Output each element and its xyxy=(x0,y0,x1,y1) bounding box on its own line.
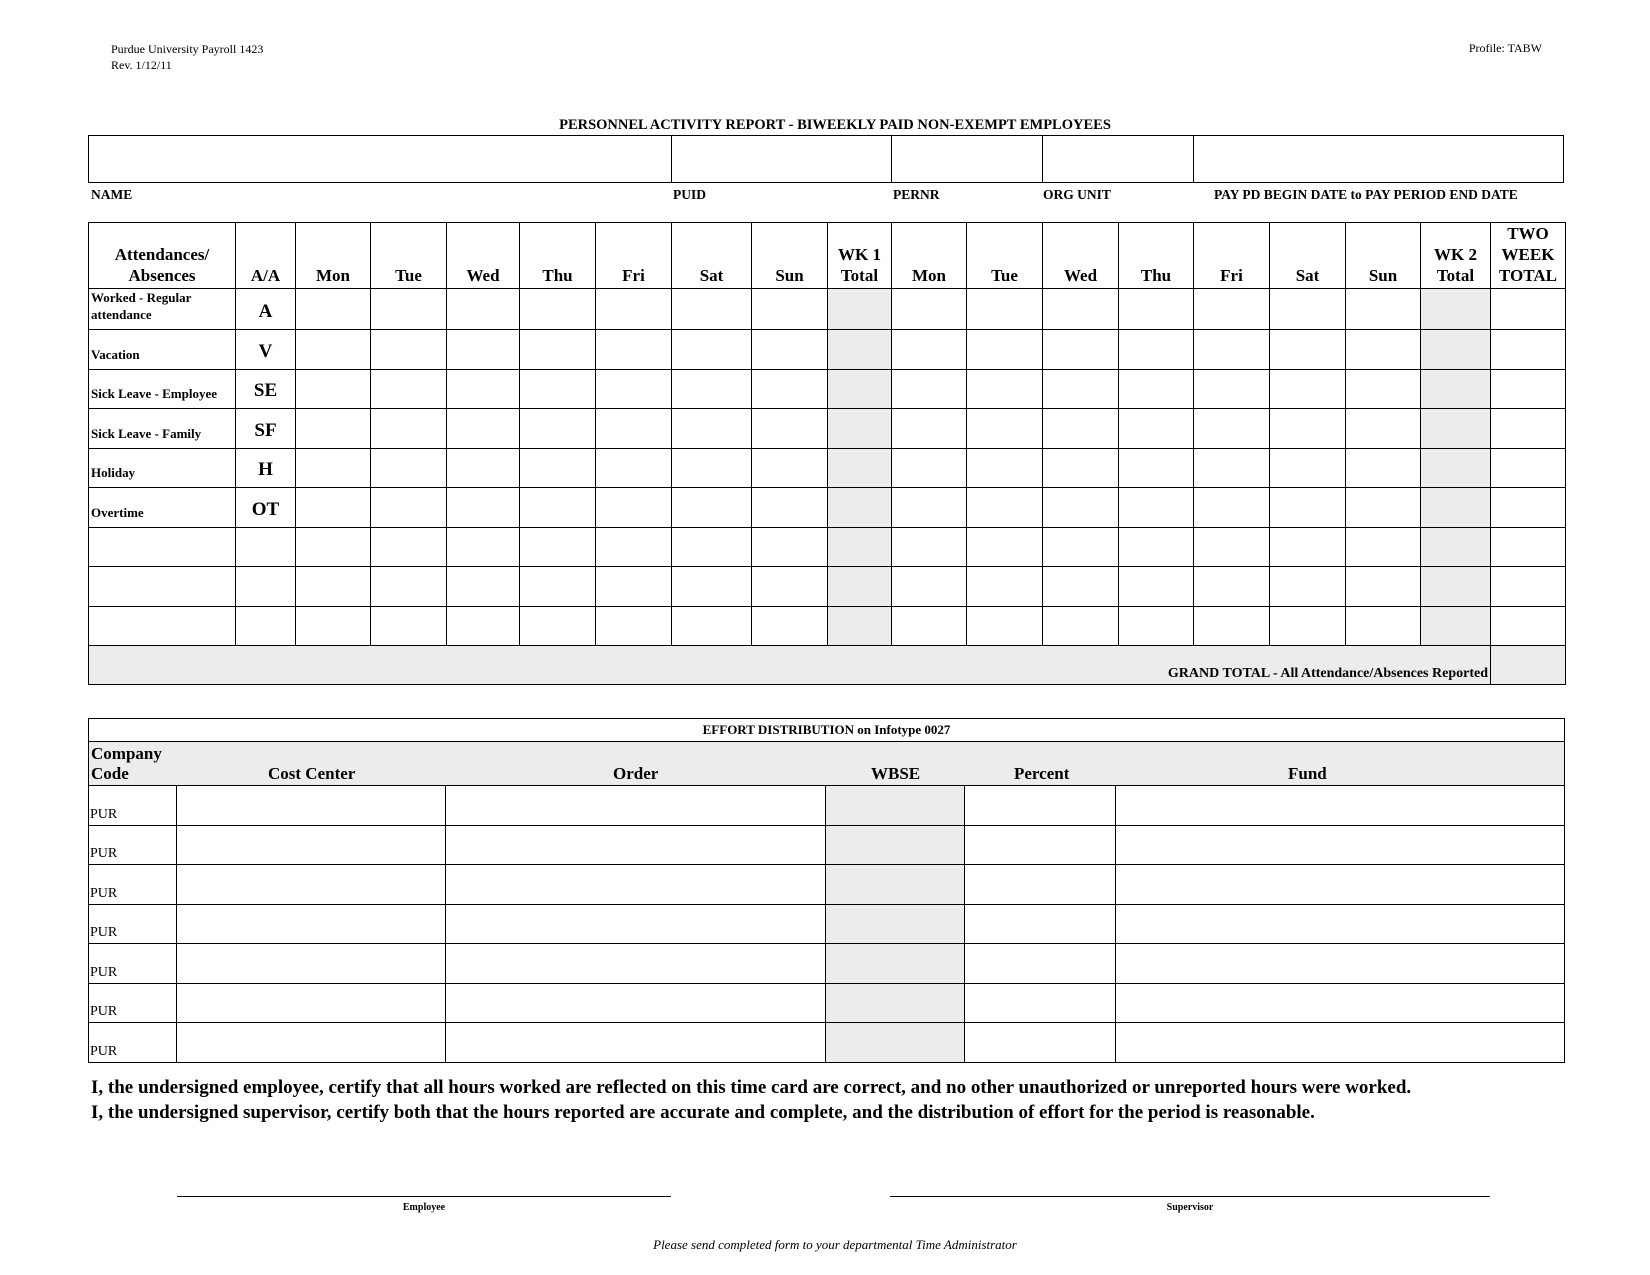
percent-cell[interactable] xyxy=(965,944,1116,984)
hours-cell[interactable] xyxy=(1346,606,1421,646)
pay-period-label: PAY PD BEGIN DATE to PAY PERIOD END DATE xyxy=(1214,187,1518,202)
hours-cell[interactable] xyxy=(596,409,672,449)
cost-center-cell[interactable] xyxy=(177,1023,446,1063)
hours-cell[interactable] xyxy=(520,369,596,409)
wk2-total-cell[interactable] xyxy=(1421,488,1491,528)
effort-header xyxy=(89,742,1565,786)
hours-cell[interactable] xyxy=(447,289,520,330)
hours-cell[interactable] xyxy=(520,488,596,528)
wk1-wed-header: Wed xyxy=(447,223,520,289)
hours-cell[interactable] xyxy=(520,330,596,370)
hours-cell[interactable] xyxy=(371,369,447,409)
effort-row xyxy=(89,786,1565,826)
cost-center-cell[interactable] xyxy=(177,944,446,984)
attendance-type-label: Holiday xyxy=(89,448,236,488)
wk1-sat-header: Sat xyxy=(672,223,752,289)
hours-cell[interactable] xyxy=(1194,448,1270,488)
attendance-type-label: Sick Leave - Family xyxy=(89,409,236,449)
order-header: Order xyxy=(613,764,659,783)
wk1-thu-header: Thu xyxy=(520,223,596,289)
company-code-cell: PUR xyxy=(89,786,177,826)
hours-cell[interactable] xyxy=(752,606,828,646)
attendance-code xyxy=(236,567,296,607)
hours-cell[interactable] xyxy=(596,448,672,488)
form-revision: Rev. 1/12/11 xyxy=(111,58,172,72)
company-code-cell: PUR xyxy=(89,904,177,944)
wk2-total-cell[interactable] xyxy=(1421,330,1491,370)
hours-cell[interactable] xyxy=(1119,369,1194,409)
hours-cell[interactable] xyxy=(967,330,1043,370)
hours-cell[interactable] xyxy=(447,527,520,567)
attendance-code: SE xyxy=(236,369,296,409)
hours-cell[interactable] xyxy=(672,448,752,488)
hours-cell[interactable] xyxy=(967,527,1043,567)
hours-cell[interactable] xyxy=(752,369,828,409)
two-week-total-cell[interactable] xyxy=(1491,289,1566,330)
wk2-thu-header: Thu xyxy=(1119,223,1194,289)
hours-cell[interactable] xyxy=(296,567,371,607)
name-field[interactable] xyxy=(89,136,671,182)
certification-text xyxy=(91,1075,1411,1125)
org-unit-label: ORG UNIT xyxy=(1043,187,1111,202)
wk1-total-cell[interactable] xyxy=(828,369,892,409)
hours-cell[interactable] xyxy=(296,527,371,567)
attendance-code: V xyxy=(236,330,296,370)
two-week-total-cell[interactable] xyxy=(1491,409,1566,449)
wk1-total-cell[interactable] xyxy=(828,606,892,646)
attendance-row xyxy=(89,606,1566,646)
hours-cell[interactable] xyxy=(1270,369,1346,409)
company-code-cell: PUR xyxy=(89,983,177,1023)
hours-cell[interactable] xyxy=(752,409,828,449)
hours-cell[interactable] xyxy=(596,567,672,607)
attendance-row xyxy=(89,369,1566,409)
wbse-cell[interactable] xyxy=(826,1023,965,1063)
hours-cell[interactable] xyxy=(1119,289,1194,330)
employee-certification: I, the undersigned employee, certify that all hours worked are reflected on this time card are correct, and no other unauthorized or unreported hours were worked. xyxy=(91,1077,1412,1098)
hours-cell[interactable] xyxy=(371,448,447,488)
order-cell[interactable] xyxy=(446,825,826,865)
hours-cell[interactable] xyxy=(296,488,371,528)
employee-signature-line[interactable] xyxy=(177,1196,671,1197)
cost-center-header: Cost Center xyxy=(268,764,356,783)
two-week-total-cell[interactable] xyxy=(1491,606,1566,646)
hours-cell[interactable] xyxy=(296,409,371,449)
hours-cell[interactable] xyxy=(447,369,520,409)
hours-cell[interactable] xyxy=(672,330,752,370)
company-code-header: Company Code xyxy=(91,744,162,783)
hours-cell[interactable] xyxy=(1270,448,1346,488)
effort-header-row xyxy=(89,742,1565,786)
wk2-mon-header: Mon xyxy=(892,223,967,289)
hours-cell[interactable] xyxy=(1270,330,1346,370)
hours-cell[interactable] xyxy=(296,330,371,370)
effort-row xyxy=(89,1023,1565,1063)
wbse-cell[interactable] xyxy=(826,786,965,826)
hours-cell[interactable] xyxy=(672,527,752,567)
hours-cell[interactable] xyxy=(1043,606,1119,646)
hours-cell[interactable] xyxy=(752,448,828,488)
order-cell[interactable] xyxy=(446,904,826,944)
hours-cell[interactable] xyxy=(967,448,1043,488)
hours-cell[interactable] xyxy=(596,488,672,528)
hours-cell[interactable] xyxy=(1043,527,1119,567)
hours-cell[interactable] xyxy=(752,488,828,528)
attendances-absences-header: Attendances/ Absences xyxy=(89,223,236,289)
wk2-sat-header: Sat xyxy=(1270,223,1346,289)
hours-cell[interactable] xyxy=(1346,488,1421,528)
company-code-cell: PUR xyxy=(89,825,177,865)
hours-cell[interactable] xyxy=(1119,567,1194,607)
attendance-table xyxy=(88,222,1566,685)
fund-cell[interactable] xyxy=(1116,944,1565,984)
effort-caption-row xyxy=(89,719,1565,742)
attendance-code: A xyxy=(236,289,296,330)
wk2-total-cell[interactable] xyxy=(1421,527,1491,567)
wbse-cell[interactable] xyxy=(826,825,965,865)
attendance-row xyxy=(89,527,1566,567)
hours-cell[interactable] xyxy=(967,409,1043,449)
hours-cell[interactable] xyxy=(1270,527,1346,567)
attendance-row xyxy=(89,289,1566,330)
hours-cell[interactable] xyxy=(1119,488,1194,528)
wbse-cell[interactable] xyxy=(826,983,965,1023)
footer-note: Please send completed form to your departmental Time Administrator xyxy=(653,1237,1017,1252)
hours-cell[interactable] xyxy=(892,527,967,567)
two-week-total-header: TWO WEEK TOTAL xyxy=(1491,223,1566,289)
hours-cell[interactable] xyxy=(1194,488,1270,528)
hours-cell[interactable] xyxy=(520,567,596,607)
wk2-total-cell[interactable] xyxy=(1421,289,1491,330)
fund-cell[interactable] xyxy=(1116,865,1565,905)
hours-cell[interactable] xyxy=(371,606,447,646)
hours-cell[interactable] xyxy=(520,606,596,646)
grand-total-cell[interactable] xyxy=(1491,646,1566,685)
wk2-total-cell[interactable] xyxy=(1421,448,1491,488)
wk2-total-cell[interactable] xyxy=(1421,369,1491,409)
hours-cell[interactable] xyxy=(596,330,672,370)
grand-total-row xyxy=(89,646,1566,685)
puid-field[interactable] xyxy=(672,136,891,182)
hours-cell[interactable] xyxy=(371,409,447,449)
hours-cell[interactable] xyxy=(892,567,967,607)
fund-cell[interactable] xyxy=(1116,1023,1565,1063)
fund-header: Fund xyxy=(1288,764,1327,783)
attendance-type-label xyxy=(89,606,236,646)
attendance-code xyxy=(236,606,296,646)
attendance-row xyxy=(89,488,1566,528)
hours-cell[interactable] xyxy=(1270,289,1346,330)
identification-box xyxy=(88,135,1564,183)
two-week-total-cell[interactable] xyxy=(1491,527,1566,567)
hours-cell[interactable] xyxy=(672,289,752,330)
wbse-cell[interactable] xyxy=(826,904,965,944)
hours-cell[interactable] xyxy=(296,289,371,330)
cost-center-cell[interactable] xyxy=(177,865,446,905)
fund-cell[interactable] xyxy=(1116,904,1565,944)
cost-center-cell[interactable] xyxy=(177,983,446,1023)
grand-total-label: GRAND TOTAL - All Attendance/Absences Reported xyxy=(89,646,1491,685)
wk1-total-cell[interactable] xyxy=(828,409,892,449)
hours-cell[interactable] xyxy=(892,289,967,330)
percent-cell[interactable] xyxy=(965,786,1116,826)
two-week-total-cell[interactable] xyxy=(1491,488,1566,528)
attendance-code: OT xyxy=(236,488,296,528)
hours-cell[interactable] xyxy=(1270,606,1346,646)
attendance-type-label: Overtime xyxy=(89,488,236,528)
wbse-cell[interactable] xyxy=(826,865,965,905)
order-cell[interactable] xyxy=(446,1023,826,1063)
percent-cell[interactable] xyxy=(965,825,1116,865)
hours-cell[interactable] xyxy=(752,567,828,607)
hours-cell[interactable] xyxy=(1194,330,1270,370)
fund-cell[interactable] xyxy=(1116,786,1565,826)
cost-center-cell[interactable] xyxy=(177,786,446,826)
order-cell[interactable] xyxy=(446,786,826,826)
attendance-code: SF xyxy=(236,409,296,449)
hours-cell[interactable] xyxy=(892,330,967,370)
effort-row xyxy=(89,904,1565,944)
hours-cell[interactable] xyxy=(892,488,967,528)
wk2-total-cell[interactable] xyxy=(1421,409,1491,449)
hours-cell[interactable] xyxy=(1119,606,1194,646)
attendance-type-label xyxy=(89,527,236,567)
two-week-total-cell[interactable] xyxy=(1491,369,1566,409)
attendance-code: H xyxy=(236,448,296,488)
two-week-total-cell[interactable] xyxy=(1491,567,1566,607)
order-cell[interactable] xyxy=(446,983,826,1023)
hours-cell[interactable] xyxy=(596,369,672,409)
company-code-cell: PUR xyxy=(89,1023,177,1063)
attendance-code xyxy=(236,527,296,567)
hours-cell[interactable] xyxy=(1119,527,1194,567)
hours-cell[interactable] xyxy=(520,448,596,488)
aa-header: A/A xyxy=(236,223,296,289)
hours-cell[interactable] xyxy=(892,409,967,449)
percent-cell[interactable] xyxy=(965,983,1116,1023)
attendance-row xyxy=(89,448,1566,488)
pay-period-field[interactable] xyxy=(1194,136,1564,182)
hours-cell[interactable] xyxy=(892,448,967,488)
hours-cell[interactable] xyxy=(447,567,520,607)
attendance-row xyxy=(89,330,1566,370)
hours-cell[interactable] xyxy=(1043,369,1119,409)
hours-cell[interactable] xyxy=(447,606,520,646)
wk1-total-cell[interactable] xyxy=(828,330,892,370)
hours-cell[interactable] xyxy=(967,606,1043,646)
form-name: Purdue University Payroll 1423 xyxy=(111,42,264,56)
supervisor-certification: I, the undersigned supervisor, certify both that the hours reported are accurate and complete, and the distribution of effort for the period is reasonable. xyxy=(91,1102,1315,1123)
attendance-row xyxy=(89,567,1566,607)
hours-cell[interactable] xyxy=(296,606,371,646)
profile-label: Profile: TABW xyxy=(1468,41,1542,55)
hours-cell[interactable] xyxy=(1194,289,1270,330)
hours-cell[interactable] xyxy=(596,606,672,646)
hours-cell[interactable] xyxy=(520,289,596,330)
hours-cell[interactable] xyxy=(967,369,1043,409)
hours-cell[interactable] xyxy=(596,527,672,567)
attendance-type-label xyxy=(89,567,236,607)
hours-cell[interactable] xyxy=(1043,567,1119,607)
puid-label: PUID xyxy=(673,187,706,202)
effort-row xyxy=(89,944,1565,984)
hours-cell[interactable] xyxy=(1346,409,1421,449)
fund-cell[interactable] xyxy=(1116,983,1565,1023)
hours-cell[interactable] xyxy=(967,567,1043,607)
hours-cell[interactable] xyxy=(447,330,520,370)
effort-row xyxy=(89,865,1565,905)
hours-cell[interactable] xyxy=(371,567,447,607)
two-week-total-cell[interactable] xyxy=(1491,330,1566,370)
hours-cell[interactable] xyxy=(672,567,752,607)
cost-center-cell[interactable] xyxy=(177,825,446,865)
hours-cell[interactable] xyxy=(1194,369,1270,409)
wk2-total-cell[interactable] xyxy=(1421,606,1491,646)
order-cell[interactable] xyxy=(446,865,826,905)
attendance-type-label: Vacation xyxy=(89,330,236,370)
employee-signature-label: Employee xyxy=(402,1202,446,1213)
supervisor-signature-line[interactable] xyxy=(890,1196,1490,1197)
hours-cell[interactable] xyxy=(1346,330,1421,370)
attendance-type-label: Worked - Regular attendance xyxy=(89,289,236,330)
wk1-total-cell[interactable] xyxy=(828,289,892,330)
hours-cell[interactable] xyxy=(447,448,520,488)
hours-cell[interactable] xyxy=(1270,567,1346,607)
hours-cell[interactable] xyxy=(1346,289,1421,330)
hours-cell[interactable] xyxy=(371,527,447,567)
percent-header: Percent xyxy=(1014,764,1070,783)
hours-cell[interactable] xyxy=(892,369,967,409)
supervisor-signature-label: Supervisor xyxy=(1166,1202,1214,1213)
name-label: NAME xyxy=(91,187,133,202)
hours-cell[interactable] xyxy=(672,606,752,646)
hours-cell[interactable] xyxy=(672,488,752,528)
hours-cell[interactable] xyxy=(596,289,672,330)
page-title: PERSONNEL ACTIVITY REPORT - BIWEEKLY PAID NON-EXEMPT EMPLOYEES xyxy=(559,117,1111,133)
attendance-row xyxy=(89,409,1566,449)
hours-cell[interactable] xyxy=(296,369,371,409)
wk1-sun-header: Sun xyxy=(752,223,828,289)
hours-cell[interactable] xyxy=(1043,409,1119,449)
percent-cell[interactable] xyxy=(965,904,1116,944)
wbse-header: WBSE xyxy=(871,764,921,783)
wk2-total-header: WK 2 Total xyxy=(1421,223,1491,289)
hours-cell[interactable] xyxy=(1043,448,1119,488)
hours-cell[interactable] xyxy=(752,330,828,370)
effort-distribution-table xyxy=(88,718,1565,1063)
order-cell[interactable] xyxy=(446,944,826,984)
hours-cell[interactable] xyxy=(1043,488,1119,528)
wk1-total-header: WK 1 Total xyxy=(828,223,892,289)
attendance-header-row xyxy=(89,223,1566,289)
hours-cell[interactable] xyxy=(1119,448,1194,488)
hours-cell[interactable] xyxy=(1194,567,1270,607)
wk1-total-cell[interactable] xyxy=(828,448,892,488)
hours-cell[interactable] xyxy=(1043,330,1119,370)
hours-cell[interactable] xyxy=(1346,527,1421,567)
hours-cell[interactable] xyxy=(520,409,596,449)
hours-cell[interactable] xyxy=(1346,369,1421,409)
hours-cell[interactable] xyxy=(967,289,1043,330)
org-unit-field[interactable] xyxy=(1043,136,1193,182)
form-header-left xyxy=(111,41,263,73)
wk2-wed-header: Wed xyxy=(1043,223,1119,289)
hours-cell[interactable] xyxy=(1119,409,1194,449)
hours-cell[interactable] xyxy=(447,488,520,528)
two-week-total-cell[interactable] xyxy=(1491,448,1566,488)
wk1-total-cell[interactable] xyxy=(828,488,892,528)
percent-cell[interactable] xyxy=(965,1023,1116,1063)
fund-cell[interactable] xyxy=(1116,825,1565,865)
hours-cell[interactable] xyxy=(672,409,752,449)
wk1-tue-header: Tue xyxy=(371,223,447,289)
hours-cell[interactable] xyxy=(967,488,1043,528)
cost-center-cell[interactable] xyxy=(177,904,446,944)
pernr-field[interactable] xyxy=(892,136,1042,182)
company-code-cell: PUR xyxy=(89,944,177,984)
wk2-fri-header: Fri xyxy=(1194,223,1270,289)
hours-cell[interactable] xyxy=(1194,527,1270,567)
hours-cell[interactable] xyxy=(892,606,967,646)
hours-cell[interactable] xyxy=(752,527,828,567)
attendance-type-label: Sick Leave - Employee xyxy=(89,369,236,409)
hours-cell[interactable] xyxy=(1194,409,1270,449)
wk1-mon-header: Mon xyxy=(296,223,371,289)
hours-cell[interactable] xyxy=(371,289,447,330)
hours-cell[interactable] xyxy=(371,330,447,370)
hours-cell[interactable] xyxy=(371,488,447,528)
wk2-tue-header: Tue xyxy=(967,223,1043,289)
hours-cell[interactable] xyxy=(1043,289,1119,330)
percent-cell[interactable] xyxy=(965,865,1116,905)
wk2-total-cell[interactable] xyxy=(1421,567,1491,607)
hours-cell[interactable] xyxy=(1346,567,1421,607)
hours-cell[interactable] xyxy=(296,448,371,488)
hours-cell[interactable] xyxy=(1119,330,1194,370)
wbse-cell[interactable] xyxy=(826,944,965,984)
hours-cell[interactable] xyxy=(1270,488,1346,528)
pernr-label: PERNR xyxy=(893,187,940,202)
hours-cell[interactable] xyxy=(1270,409,1346,449)
company-code-cell: PUR xyxy=(89,865,177,905)
effort-caption: EFFORT DISTRIBUTION on Infotype 0027 xyxy=(89,719,1565,742)
hours-cell[interactable] xyxy=(1194,606,1270,646)
hours-cell[interactable] xyxy=(752,289,828,330)
effort-row xyxy=(89,983,1565,1023)
effort-row xyxy=(89,825,1565,865)
hours-cell[interactable] xyxy=(1346,448,1421,488)
hours-cell[interactable] xyxy=(447,409,520,449)
wk2-sun-header: Sun xyxy=(1346,223,1421,289)
wk1-total-cell[interactable] xyxy=(828,527,892,567)
hours-cell[interactable] xyxy=(520,527,596,567)
wk1-fri-header: Fri xyxy=(596,223,672,289)
hours-cell[interactable] xyxy=(672,369,752,409)
wk1-total-cell[interactable] xyxy=(828,567,892,607)
